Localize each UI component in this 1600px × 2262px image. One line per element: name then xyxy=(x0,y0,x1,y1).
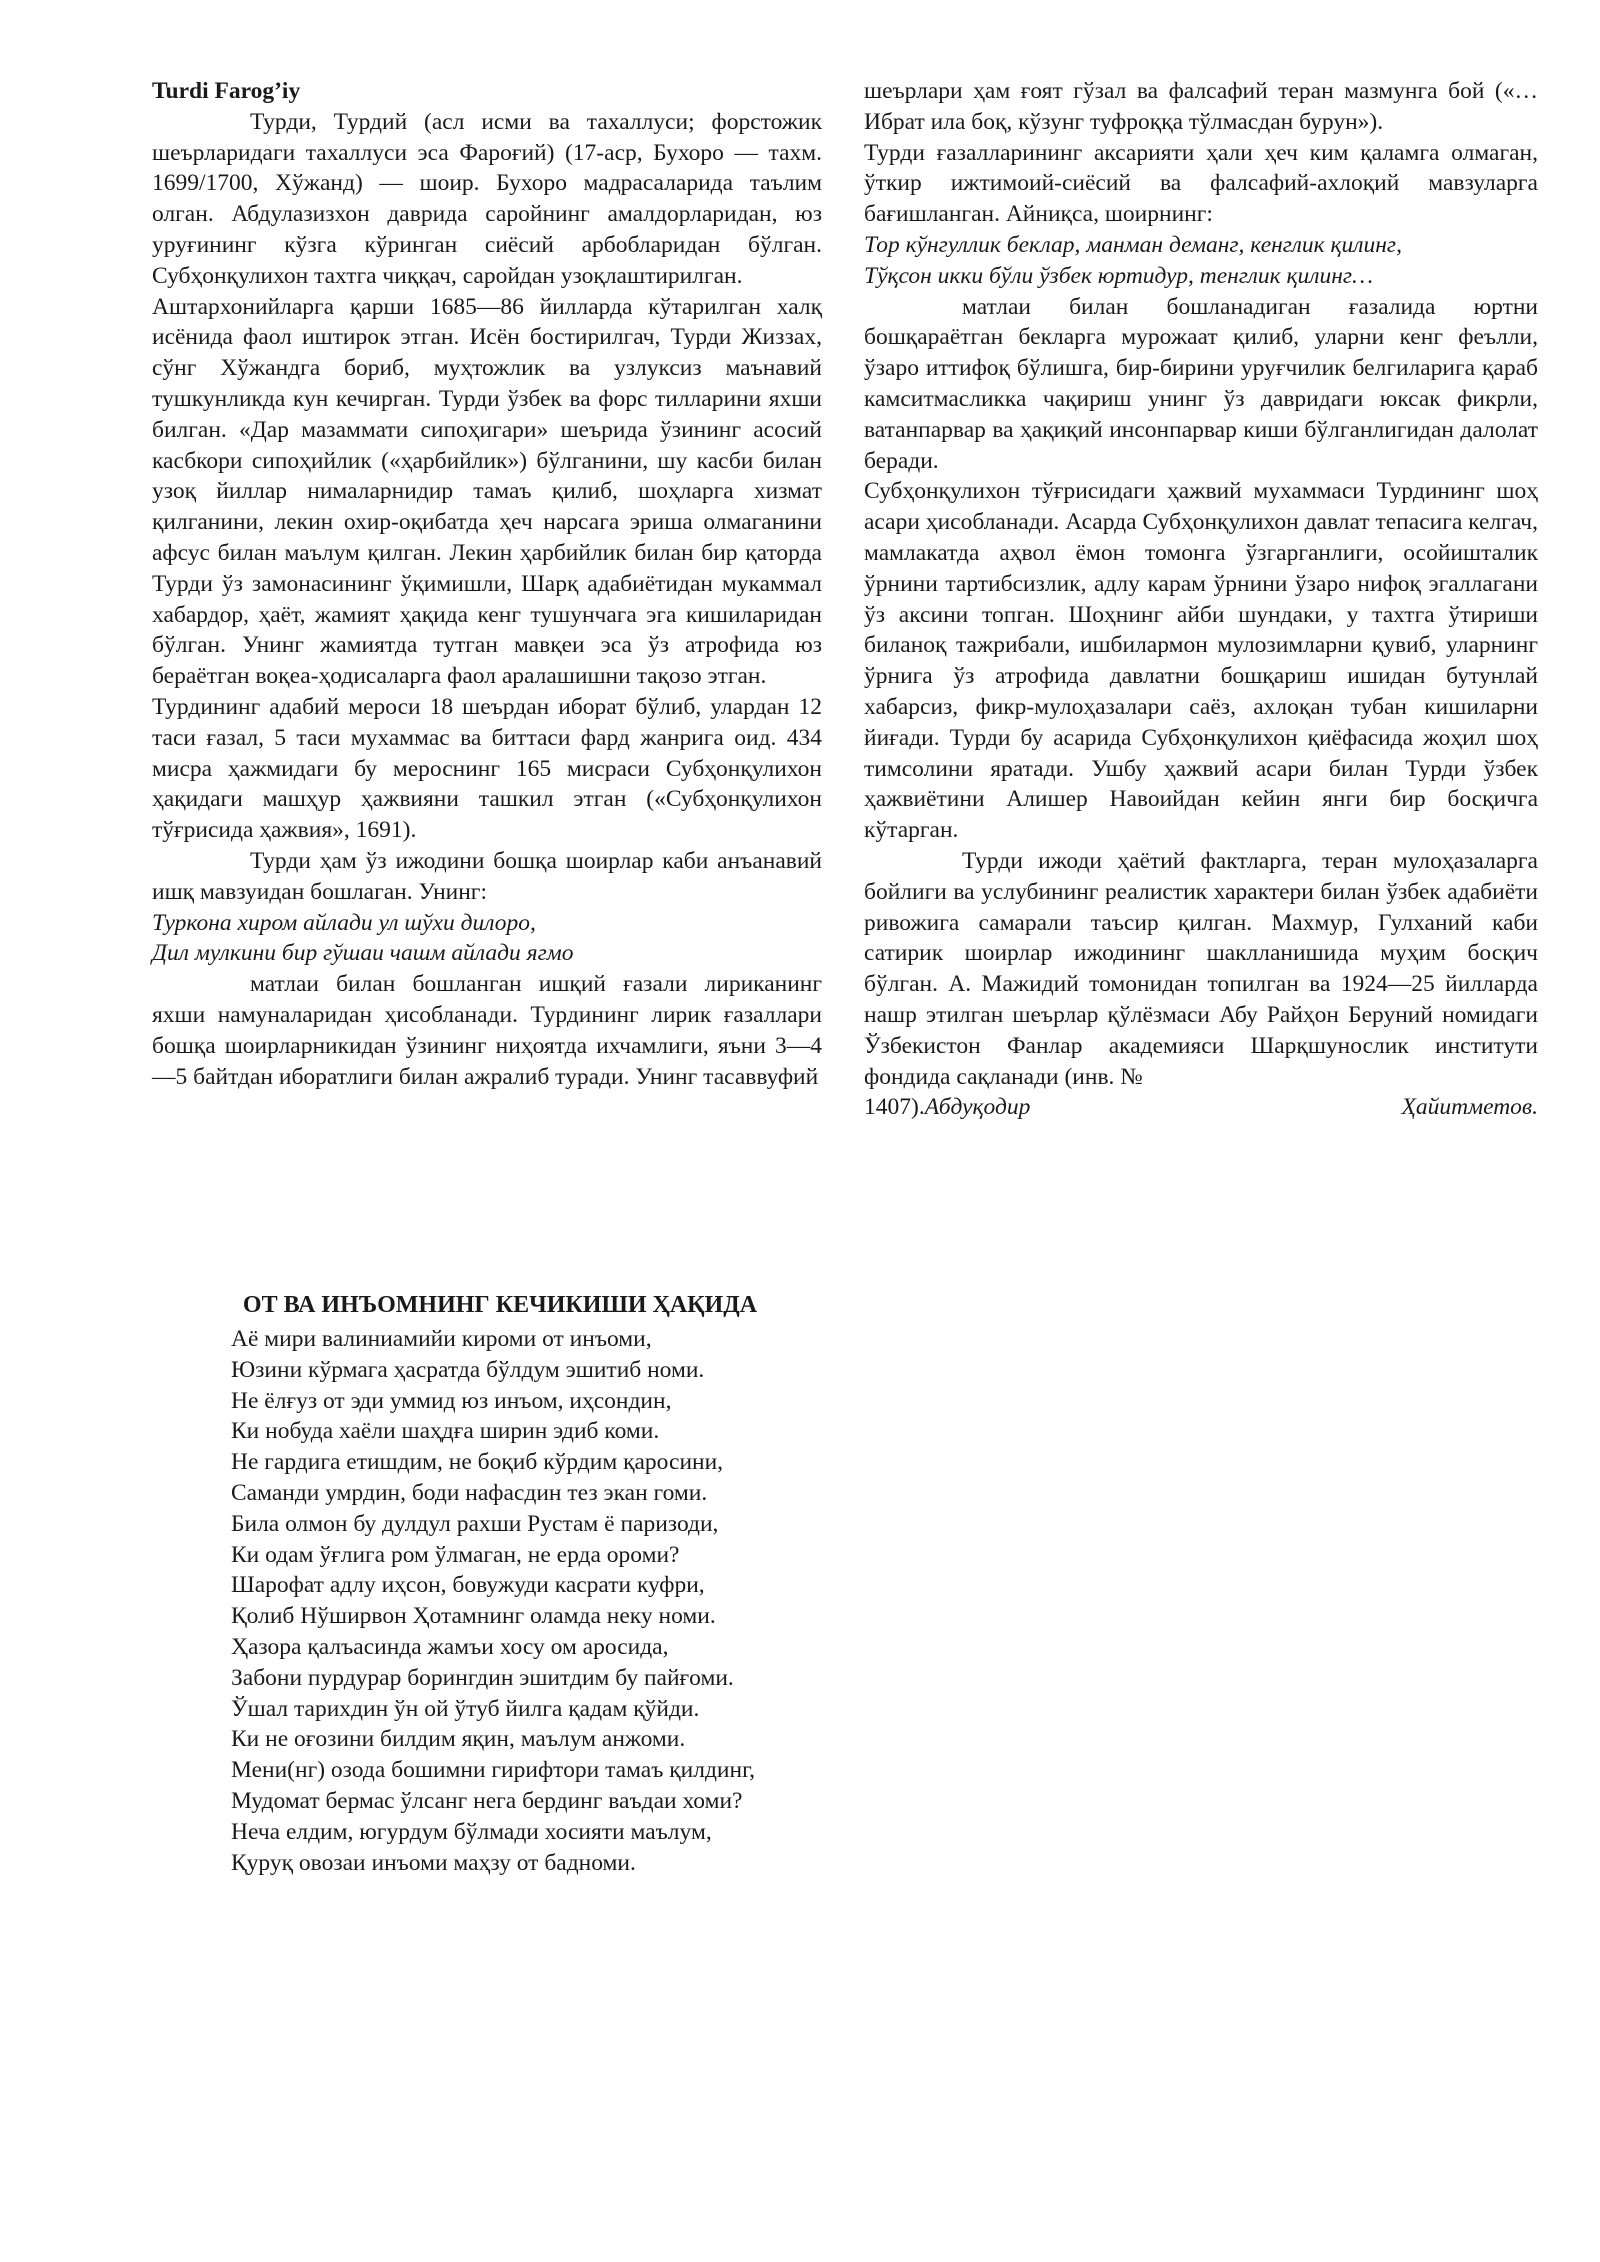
poem-line: Ҳазора қалъасинда жамъи хосу ом аросида, xyxy=(231,1633,669,1660)
poem-line: Мудомат бермас ўлсанг нега бердинг ваъдаи хоми? xyxy=(231,1787,743,1814)
paragraph: матлаи билан бошланадиган ғазалида юртни бошқараётган бекларга мурожаат қилиб, уларни кенг феълли, ўзаро иттифоқ бўлишга, бир-бирини уруғчилик белгиларига қараб камситмасликка чақириш унинг ўз давридаги юксак фикрли, ватанпарвар ва ҳақиқий инсонпарвар киши бўлганлигидан далолат беради. xyxy=(864,293,1538,474)
quote-line: Тўқсон икки бўли ўзбек юртидур, тенглик қилинг… xyxy=(864,262,1373,289)
poem-line: Ўшал тарихдин ўн ой ўтуб йилга қадам қўйди. xyxy=(231,1695,700,1722)
quote-line: Дил мулкини бир гўшаи чашм айлади ягмо xyxy=(152,940,574,967)
paragraph: Турди ижоди ҳаётий фактларга, теран мулоҳазаларга бойлиги ва услубининг реалистик характери билан ўзбек адабиёти ривожига самарали таъсир қилган. Махмур, Гулханий каби сатирик шоирлар ижодининг шаклланишида муҳим босқич бўлган. А. Мажидий томонидан топилган ва 1924—25 йилларда нашр этилган шеърлар қўлёзмаси Абу Райҳон Беруний номидаги Ўзбекистон Фанлар академияси Шарқшунослик институти фондида сақланади (инв. № xyxy=(864,847,1538,1090)
author-signature xyxy=(864,1092,1538,1123)
left-column xyxy=(152,76,822,1092)
poem-line: Юзини кўрмага ҳасратда бўлдум эшитиб номи. xyxy=(231,1356,705,1383)
paragraph: Турди ғазалларининг аксарияти ҳали ҳеч ким қаламга олмаган, ўткир ижтимоий-сиёсий ва фалсафий-ахлоқий мавзуларга бағишланган. Айниқса, шоирнинг: xyxy=(864,139,1538,228)
poem-title: ОТ ВА ИНЪОМНИНГ КЕЧИКИШИ ҲАҚИДА xyxy=(242,1292,758,1318)
poem-line: Аё мири валиниамийи кироми от инъоми, xyxy=(231,1326,652,1352)
paragraph: Турдининг адабий мероси 18 шеърдан иборат бўлиб, улардан 12 таси ғазал, 5 таси мухаммас ва биттаси фард жанрига оид. 434 мисра ҳажмидаги бу мероснинг 165 мисраси Субҳонқулихон ҳақидаги машҳур ҳажвияни ташкил этган («Субҳонқулихон тўғрисида ҳажвия», 1691). xyxy=(152,693,822,844)
poem-line: Ки нобуда хаёли шаҳдға ширин эдиб коми. xyxy=(231,1418,660,1445)
paragraph: Турди, Турдий (асл исми ва тахаллуси; форстожик шеърларидаги тахаллуси эса Фароғий) (17-аср, Бухоро — тахм. 1699/1700, Хўжанд) — шоир. Бухоро мадрасаларида таълим олган. Абдулазизхон даврида саройнинг амалдорларидан, юз уруғининг кўзга кўринган сиёсий арбобларидан бўлган. Субҳонқулихон тахтга чиққач, саройдан узоқлаштирилган. xyxy=(152,108,822,289)
poem-line: Шарофат адлу иҳсон, бовужуди касрати куфри, xyxy=(231,1572,705,1599)
article-title: Turdi Farog’iy xyxy=(152,78,301,104)
poem-line: Забони пурдурар борингдин эшитдим бу пайғоми. xyxy=(231,1664,734,1691)
paragraph: матлаи билан бошланган ишқий ғазали лириканинг яхши намуналаридан ҳисобланади. Турдининг лирик ғазаллари бошқа шоирларникидан ўзининг ниҳоятда ихчамлиги, яъни 3—4—5 байтдан иборатлиги билан ажралиб туради. Унинг тасаввуфий xyxy=(152,971,822,1090)
paragraph: Аштархонийларга қарши 1685—86 йилларда кўтарилган халқ исёнида фаол иштирок этган. Исён бостирилгач, Турди Жиззах, сўнг Хўжандга бориб, муҳтожлик ва узлуксиз маънавий тушкунликда кун кечирган. Турди ўзбек ва форс тилларини яхши билган. «Дар мазаммати сипоҳигари» шеърида ўзининг асосий касбкори сипоҳийлик («ҳарбийлик») бўлганини, шу касби билан узоқ йиллар нималарнидир тамаъ қилиб, шоҳларга хизмат қилганини, лекин охир-оқибатда ҳеч нарсага эриша олмаганини афсус билан маълум қилган. Лекин ҳарбийлик билан бир қаторда Турди ўз замонасининг ўқимишли, Шарқ адабиётидан мукаммал хабардор, ҳаёт, жамият ҳақида кенг тушунчага эга кишиларидан бўлган. Унинг жамиятда тутган мавқеи эса ўз атрофида юз бераётган воқеа-ҳодисаларга фаол аралашишни тақозо этган. xyxy=(152,293,822,690)
poem-line: Била олмон бу дулдул рахши Рустам ё паризоди, xyxy=(231,1510,719,1537)
paragraph: шеърлари ҳам ғоят гўзал ва фалсафий теран мазмунга бой («…Ибрат ила боқ, кўзунг туфроққа тўлмасдан бурун»). xyxy=(864,78,1538,135)
author-first-name: Абдуқодир xyxy=(924,1094,1031,1121)
right-column xyxy=(864,76,1538,1123)
poem-line: Ки одам ўғлига ром ўлмаган, не ерда ороми? xyxy=(231,1541,680,1568)
poem-line: Мени(нг) озода бошимни гирифтори тамаъ қилдинг, xyxy=(231,1757,755,1784)
inventory-number-end: 1407). xyxy=(864,1094,925,1121)
poem xyxy=(231,1324,871,1878)
poem-line: Не ёлғуз от эди уммид юз инъом, иҳсондин, xyxy=(231,1387,672,1414)
poem-line: Қолиб Нўширвон Ҳотамнинг оламда неку номи. xyxy=(231,1603,716,1630)
quote-line: Туркона хиром айлади ул шўхи дилоро, xyxy=(152,909,536,936)
quote-line: Тор кўнгуллик беклар, манман деманг, кенглик қилинг, xyxy=(864,231,1402,258)
poem-line: Неча елдим, югурдум бўлмади хосияти маълум, xyxy=(231,1818,712,1845)
paragraph: Турди ҳам ўз ижодини бошқа шоирлар каби анъанавий ишқ мавзуидан бошлаган. Унинг: xyxy=(152,847,822,905)
poem-line: Ки не оғозини билдим яқин, маълум анжоми. xyxy=(231,1726,686,1753)
author-last-name: Ҳайитметов. xyxy=(1401,1094,1538,1121)
poem-line: Қуруқ овозаи инъоми маҳзу от бадноми. xyxy=(231,1849,636,1876)
paragraph: Субҳонқулихон тўғрисидаги ҳажвий мухаммаси Турдининг шоҳ асари ҳисобланади. Асарда Субҳонқулихон давлат тепасига келгач, мамлакатда аҳвол ёмон томонга ўзгарганлиги, осойишталик ўрнини тартибсизлик, адлу карам ўрнини ўзаро нифоқ эгаллагани ўз аксини топган. Шоҳнинг айби шундаки, у тахтга ўтириши биланоқ тажрибали, ишбилармон мулозимларни қувиб, уларнинг ўрнига ўз атрофида давлатни бошқариш ишидан бутунлай хабарсиз, фикр-мулоҳазалари саёз, ахлоқан тубан кишиларни йиғади. Турди бу асарида Субҳонқулихон қиёфасида жоҳил шоҳ тимсолини яратади. Ушбу ҳажвий асари билан Турди ўзбек ҳажвиётини Алишер Навоийдан кейин янги бир босқичга кўтарган. xyxy=(864,478,1538,844)
poem-line: Не гардига етишдим, не боқиб кўрдим қаросини, xyxy=(231,1449,724,1476)
poem-line: Саманди умрдин, боди нафасдин тез экан гоми. xyxy=(231,1479,708,1506)
